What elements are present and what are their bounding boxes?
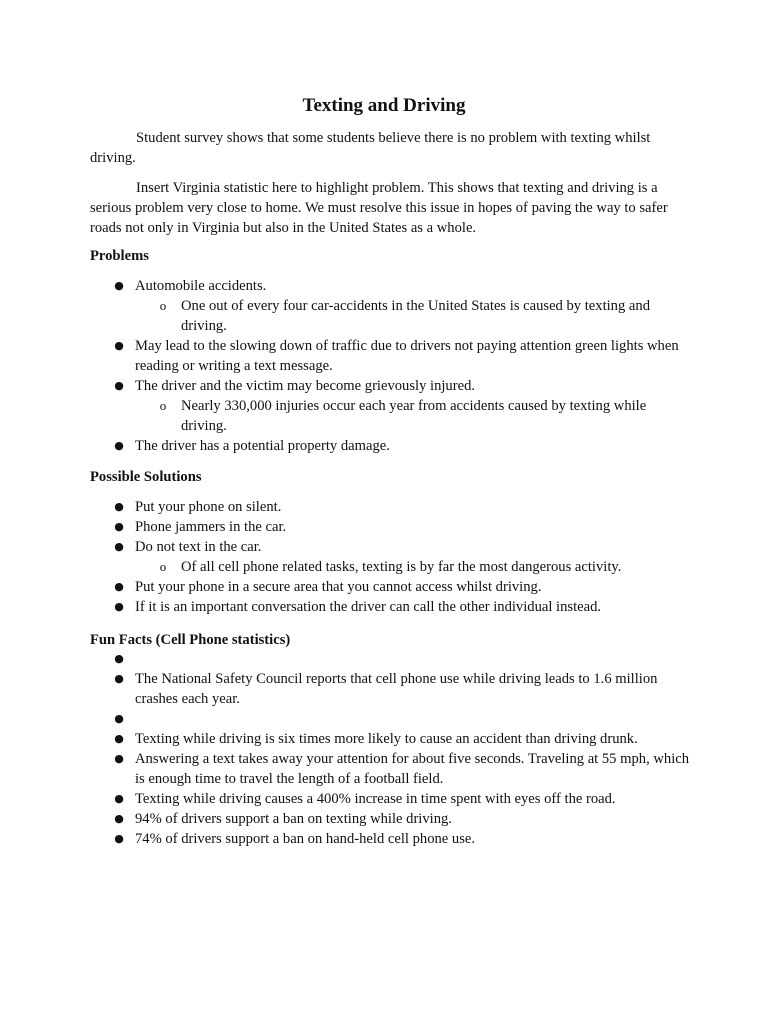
circle-bullet-icon: o xyxy=(159,398,167,413)
list-item: ● Answering a text takes away your attention for about five seconds. Traveling at 55 mph, which is enough time to travel the length of a football field. xyxy=(114,751,690,787)
facts-heading: Fun Facts (Cell Phone statistics) xyxy=(90,632,291,648)
intro-text-2: Insert Virginia statistic here to highlight problem. This shows that texting and driving is a serious problem very close to home. We must resolve this issue in hopes of paving the way to safer roads not only in Virginia but also in the United States as a whole. xyxy=(90,180,668,236)
list-item xyxy=(0,709,695,729)
bullet-icon: ● xyxy=(114,279,124,292)
problems-heading: Problems xyxy=(90,248,149,264)
bullet-icon: ● xyxy=(114,339,124,352)
bullet-icon: ● xyxy=(114,732,124,745)
list-item: ● 94% of drivers support a ban on texting while driving. xyxy=(114,811,452,827)
bullet-icon: ● xyxy=(114,500,124,513)
solutions-list xyxy=(0,497,768,617)
bullet-icon: ● xyxy=(114,540,124,553)
list-item xyxy=(0,649,695,669)
list-item: ● Put your phone on silent. xyxy=(114,499,282,515)
bullet-icon: ● xyxy=(114,379,124,392)
sub-list-item: o One out of every four car-accidents in the United States is caused by texting and driving. xyxy=(159,298,650,334)
list-item: ● Do not text in the car. xyxy=(114,539,262,555)
page-title: Texting and Driving xyxy=(302,95,466,116)
solutions-heading: Possible Solutions xyxy=(90,469,202,485)
bullet-icon: ● xyxy=(114,439,124,452)
list-item: ● Automobile accidents. xyxy=(114,278,267,294)
circle-bullet-icon: o xyxy=(159,559,167,574)
list-item: ● May lead to the slowing down of traffic due to drivers not paying attention green lights when reading or writing a text message. xyxy=(114,338,679,374)
bullet-icon: ● xyxy=(114,580,124,593)
sub-list-item: o Of all cell phone related tasks, texting is by far the most dangerous activity. xyxy=(159,559,622,575)
bullet-icon: ● xyxy=(114,792,124,805)
list-item: ● If it is an important conversation the driver can call the other individual instead. xyxy=(114,599,602,615)
list-item: ● The National Safety Council reports that cell phone use while driving leads to 1.6 million crashes each year. xyxy=(114,671,658,707)
facts-list xyxy=(0,649,768,849)
list-item: ● The driver and the victim may become grievously injured. xyxy=(114,378,476,394)
list-item: ● 74% of drivers support a ban on hand-held cell phone use. xyxy=(114,831,476,847)
bullet-icon: ● xyxy=(114,812,124,825)
intro-paragraph-2 xyxy=(90,178,690,238)
list-item: ● Put your phone in a secure area that you cannot access whilst driving. xyxy=(114,579,542,595)
bullet-icon: ● xyxy=(114,712,124,725)
bullet-icon: ● xyxy=(114,520,124,533)
list-item: ● Texting while driving is six times more likely to cause an accident than driving drunk. xyxy=(114,731,638,747)
circle-bullet-icon: o xyxy=(159,298,167,313)
list-item: ● The driver has a potential property damage. xyxy=(114,438,390,454)
bullet-icon: ● xyxy=(114,672,124,685)
list-item: ● Texting while driving causes a 400% increase in time spent with eyes off the road. xyxy=(114,791,616,807)
bullet-icon: ● xyxy=(114,652,124,665)
bullet-icon: ● xyxy=(114,832,124,845)
sub-list-item: o Nearly 330,000 injuries occur each year from accidents caused by texting while driving. xyxy=(159,398,647,434)
intro-text-1: Student survey shows that some students believe there is no problem with texting whilst driving. xyxy=(90,130,651,166)
list-item: ● Phone jammers in the car. xyxy=(114,519,287,535)
problems-list xyxy=(0,276,768,456)
intro-paragraph-1 xyxy=(90,128,690,168)
bullet-icon: ● xyxy=(114,600,124,613)
bullet-icon: ● xyxy=(114,752,124,765)
